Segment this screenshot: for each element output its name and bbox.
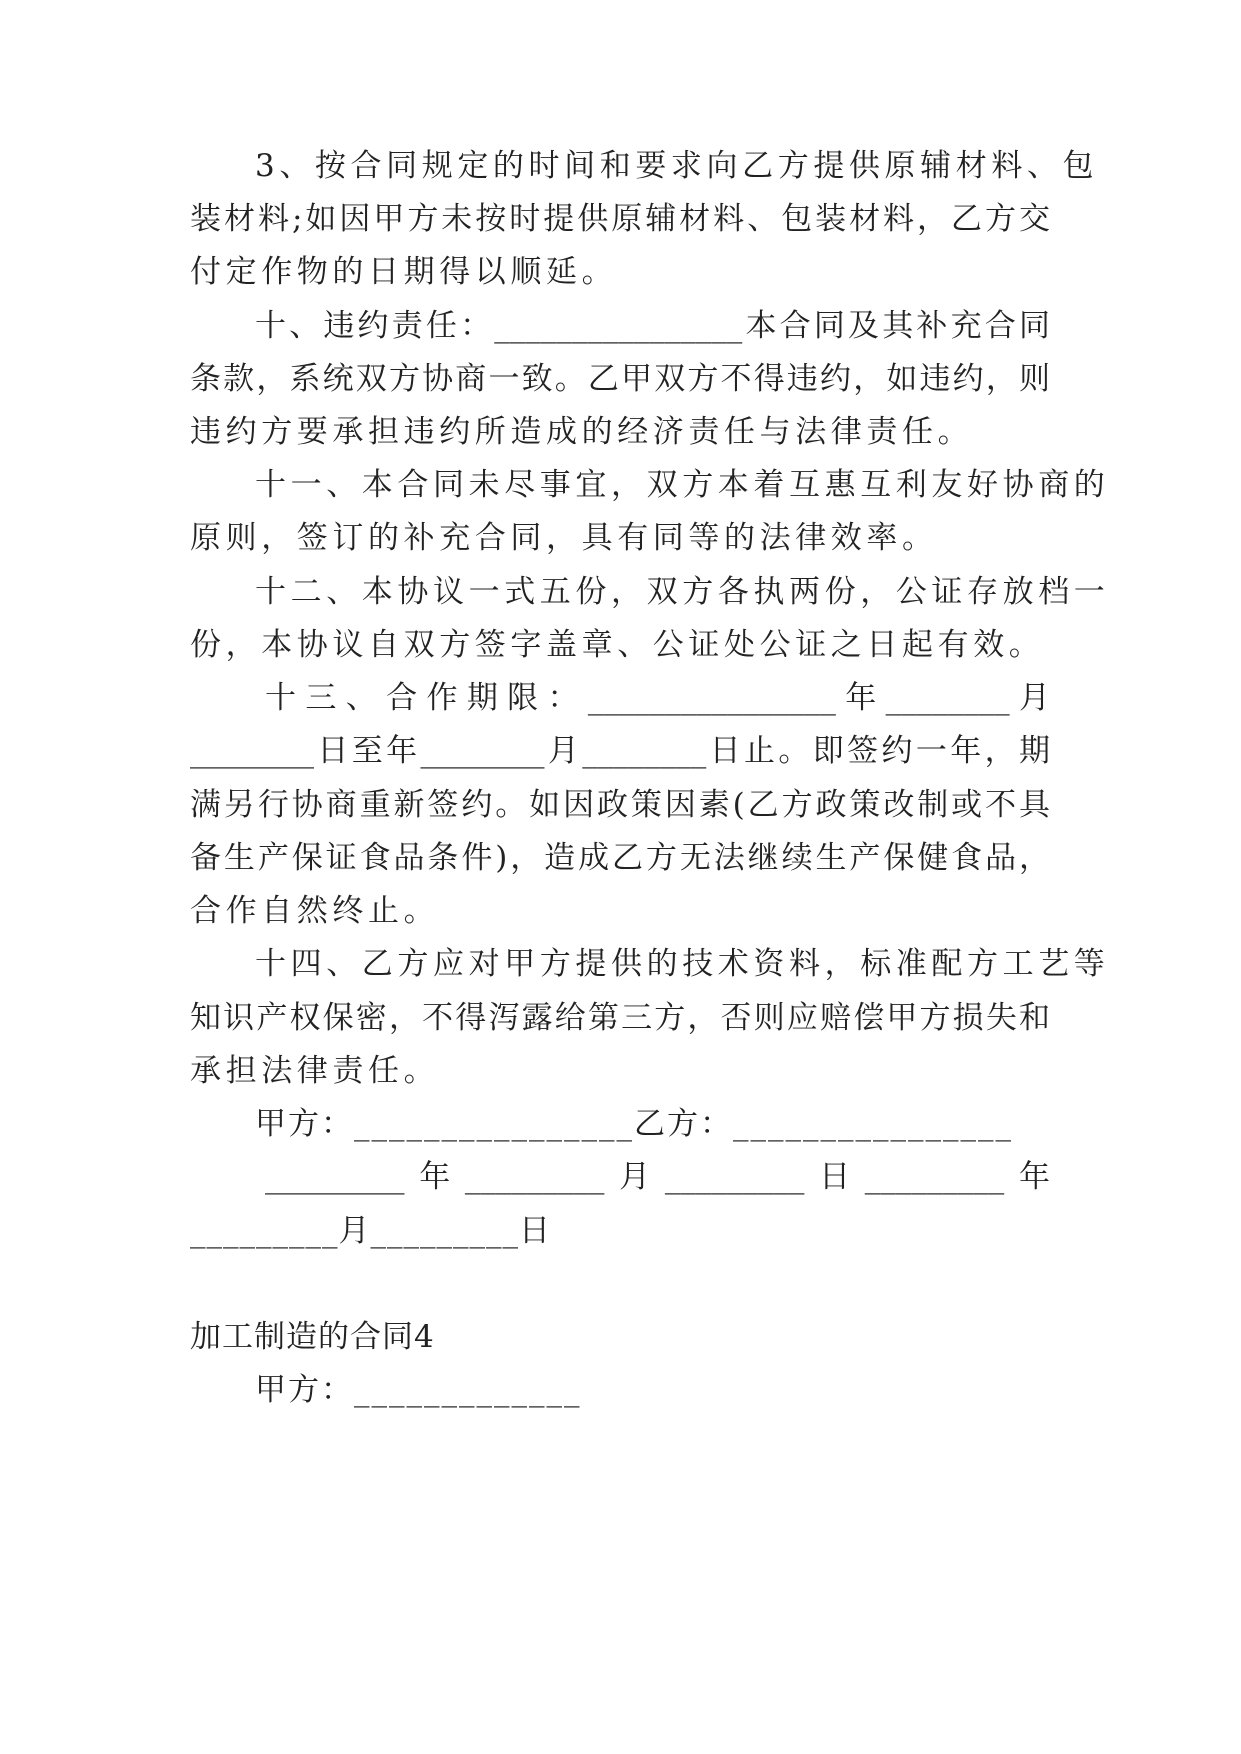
date-line: _________年_________月_________日_________年 [265, 1159, 1050, 1195]
text-line: 原则，签订的补充合同，具有同等的法律效率。 [190, 520, 938, 556]
date-line: _________月_________日 [190, 1213, 551, 1249]
text-line: 违约方要承担违约所造成的经济责任与法律责任。 [190, 414, 974, 450]
text-line: 十四、乙方应对甲方提供的技术资料，标准配方工艺等 [255, 946, 1110, 982]
text-line: 十一、本合同未尽事宜，双方本着互惠互利友好协商的 [255, 467, 1110, 503]
text-line: 合作自然终止。 [190, 893, 440, 929]
text-line: 十三、合作期限：________________年________月 [265, 680, 1050, 716]
text-line: 3、按合同规定的时间和要求向乙方提供原辅材料、包 [255, 148, 1099, 184]
text-line: 满另行协商重新签约。如因政策因素(乙方政策改制或不具 [190, 787, 1050, 823]
text-line: 十二、本协议一式五份，双方各执两份，公证存放档一 [255, 574, 1110, 610]
text-line: 备生产保证食品条件)，造成乙方无法继续生产保健食品， [190, 840, 1050, 876]
party-a-line: 甲方：_____________ [255, 1372, 582, 1408]
text-line: 十、违约责任：________________本合同及其补充合同 [255, 308, 1050, 344]
text-line: 装材料;如因甲方未按时提供原辅材料、包装材料，乙方交 [190, 201, 1050, 237]
text-line: 承担法律责任。 [190, 1053, 440, 1089]
text-line: 知识产权保密，不得泻露给第三方，否则应赔偿甲方损失和 [190, 1000, 1050, 1036]
section-heading: 加工制造的合同4 [190, 1319, 435, 1355]
text-line: 份，本协议自双方签字盖章、公证处公证之日起有效。 [190, 627, 1045, 663]
text-line: 付定作物的日期得以顺延。 [190, 254, 618, 290]
signature-line: 甲方：________________乙方：________________ [255, 1106, 1013, 1142]
text-line: ________日至年________月________日止。即签约一年，期 [190, 733, 1050, 769]
text-line: 条款，系统双方协商一致。乙甲双方不得违约，如违约，则 [190, 361, 1050, 397]
